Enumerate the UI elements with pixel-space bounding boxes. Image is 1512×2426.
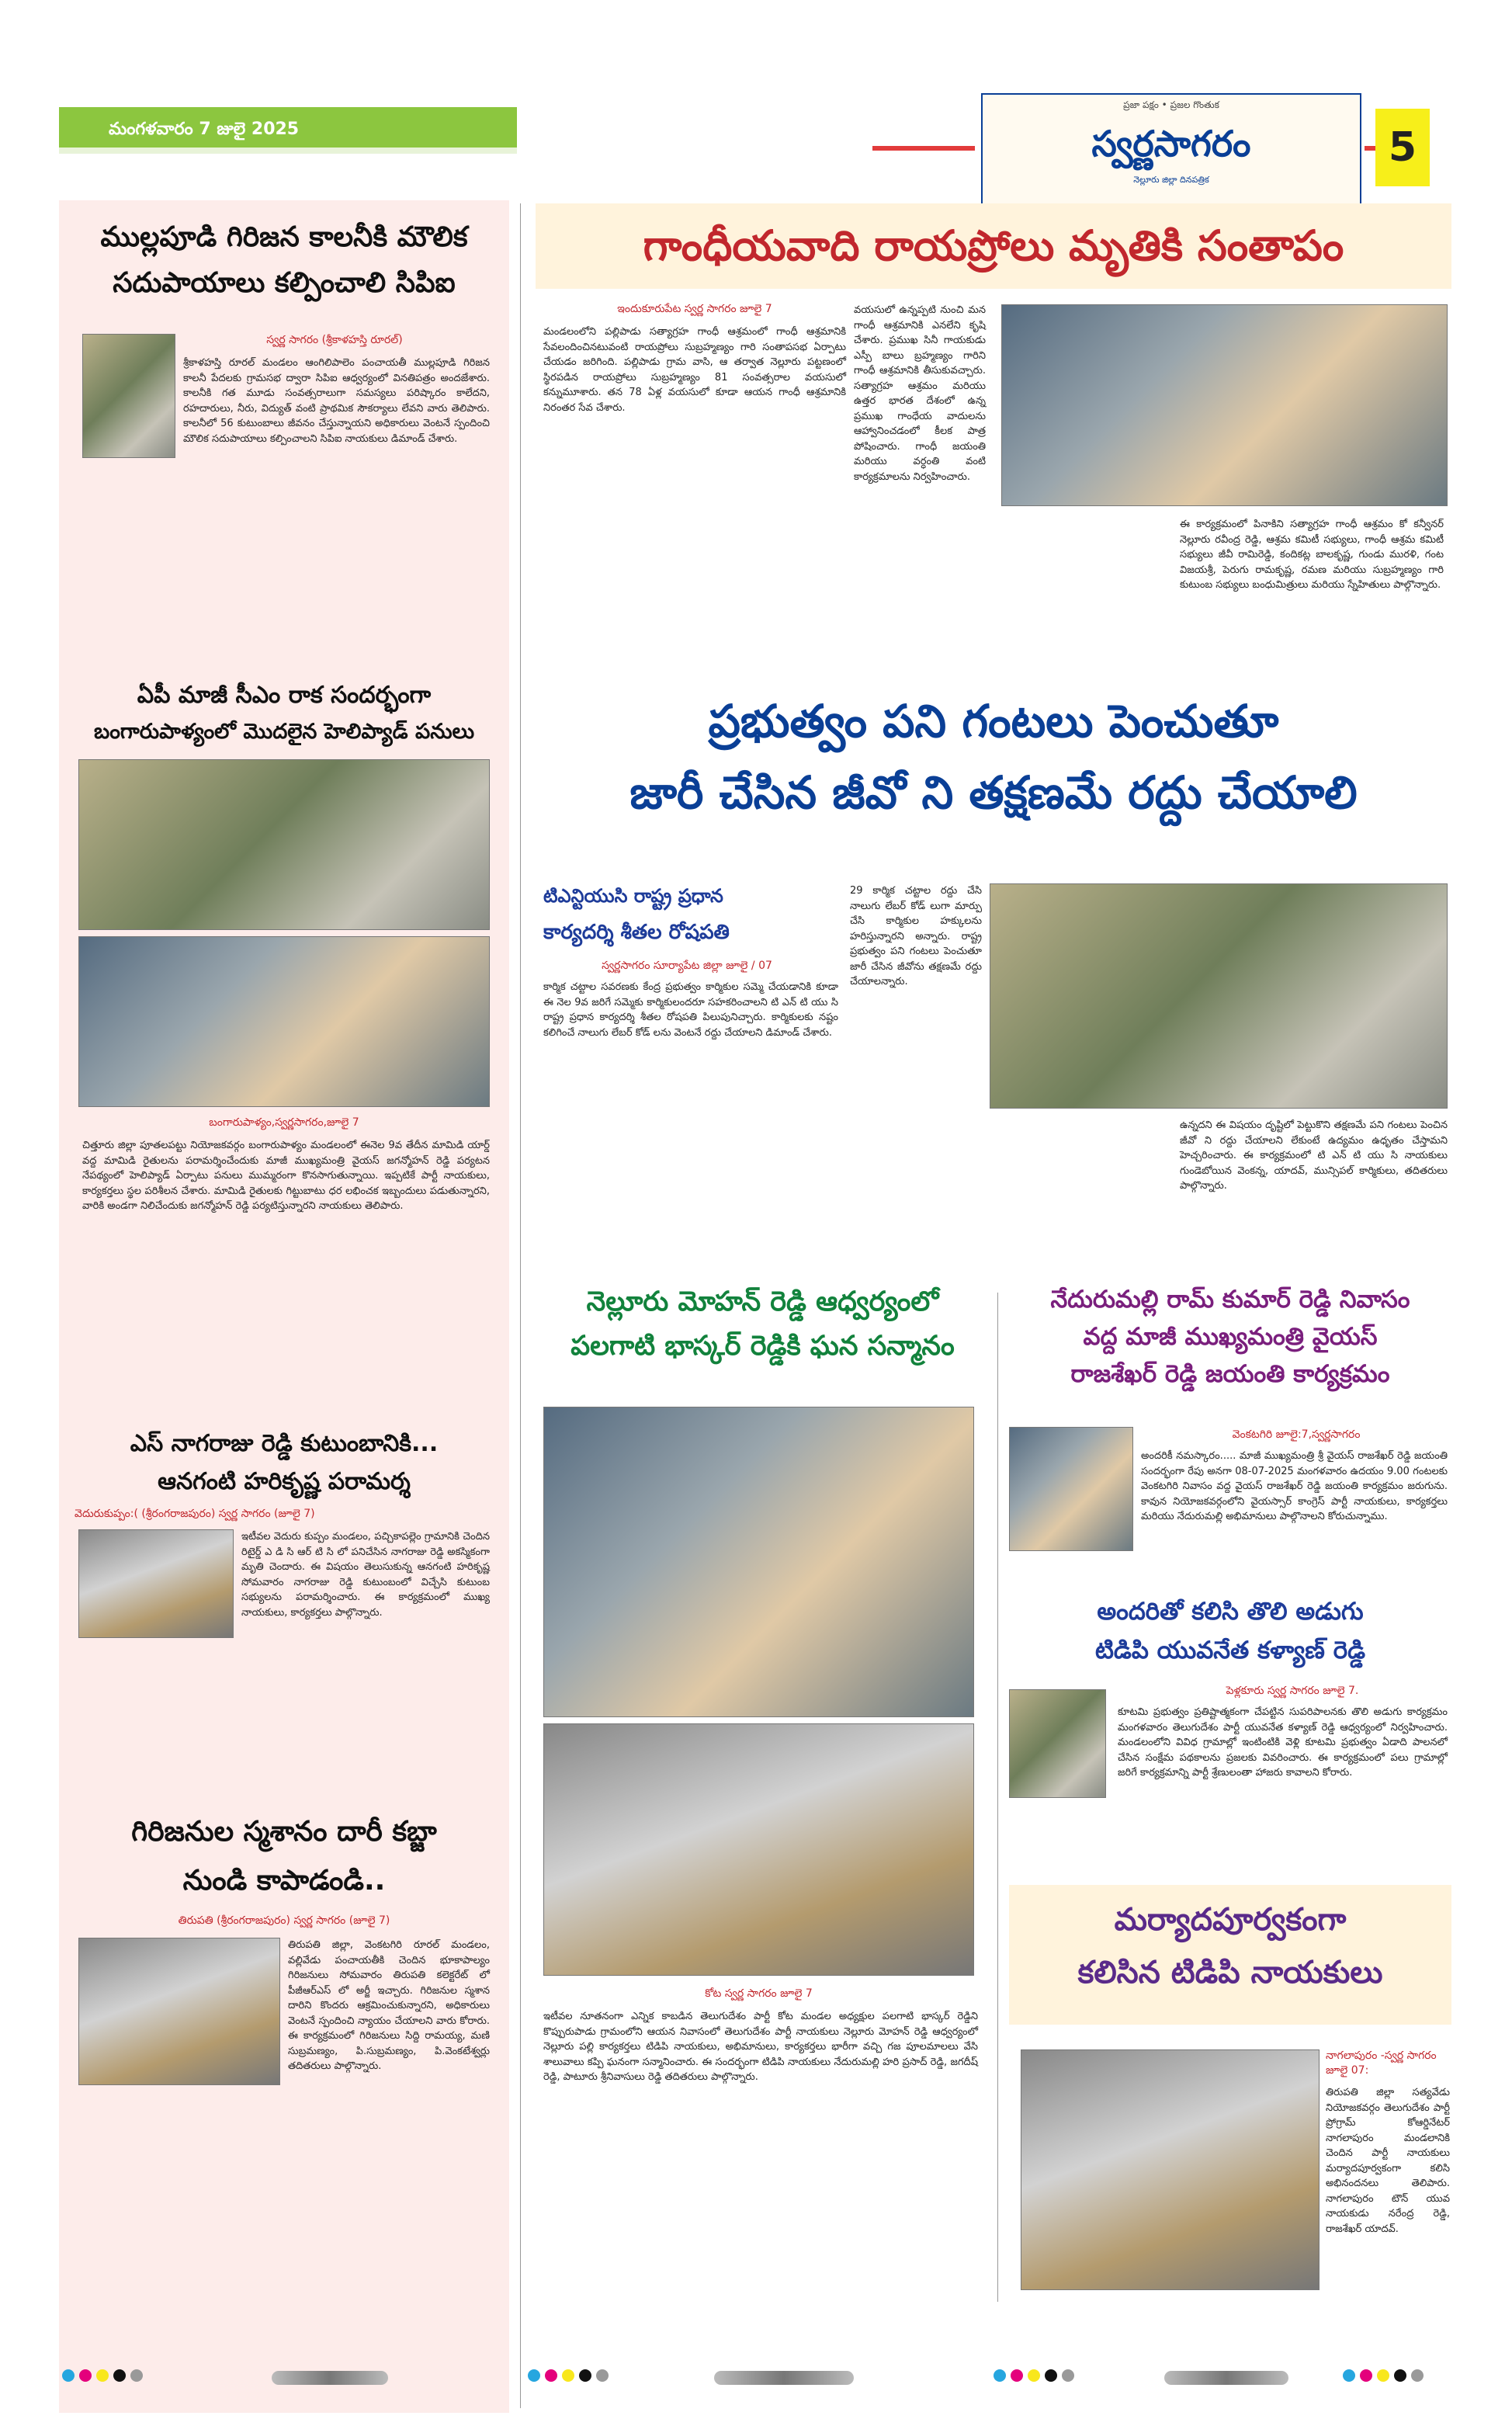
dot-grey [1062, 2369, 1074, 2382]
dot-cyan [528, 2369, 540, 2382]
headline-go-1: ప్రభుత్వం పని గంటలు పెంచుతూ [708, 695, 1279, 748]
photo-kalyan [1009, 1689, 1106, 1798]
body-go-3: ఉన్నదని ఈ విషయం దృష్టిలో పెట్టుకొని తక్షణమే పని గంటలు పెంచిన జీవో ని రద్దు చేయాలని లేకుంటే ఉద్యమం ఉధృతం చేస్తామని హెచ్చరించారు. ఈ కార్యక్రమంలో టి ఎన్ టి యు సి నాయకులు గుండెబోయిన వెంకన్న, యాదవ్, మున్సిపల్ కార్మికులు, తదితరులు పాల్గొన్నారు. [1180, 1119, 1448, 1192]
dot-magenta [79, 2369, 92, 2382]
dot-magenta [1011, 2369, 1023, 2382]
photo-mohan-garland [543, 1407, 974, 1717]
body-gandhi-1: మండలంలోని పల్లిపాడు సత్యాగ్రహ గాంధీ ఆశ్రమంలో గాంధీ ఆశ్రమానికి సేవలందించినటువంటి రాయప్రోలు సుబ్రహ్మణ్యం గారి సంతాపసభ ఏర్పాటు చేయడం జరిగింది. పల్లిపాడు గ్రామ వాసి, ఆ తర్వాత నెల్లూరు పట్టణంలో స్థిరపడిన రాయప్రోలు సుబ్రహ్మణ్యం 81 సంవత్సరాల వయసులో కన్నుమూశారు. తన 78 ఏళ్ల వయసులో కూడా ఆయన గాంధీ ఆశ్రమానికి నిరంతర సేవ చేశారు. [543, 326, 846, 414]
headline-go-banner [536, 683, 1451, 846]
byline-go: స్వర్ణసాగరం సూర్యాపేట జిల్లా జూలై / 07 [602, 960, 772, 972]
dot-grey [1411, 2369, 1424, 2382]
byline-kalyan: పెళ్లకూరు స్వర్ణ సాగరం జూలై 7. [1226, 1685, 1359, 1697]
subhead-go-2: కార్యదర్శి శీతల రోషపతి [543, 921, 730, 944]
body-gandhi-2: వయసులో ఉన్నప్పటి నుంచి మన గాంధీ ఆశ్రమానికి ఎనలేని కృషి చేశారు. ప్రముఖ సినీ గాయకుడు ఎస్పీ బాలు బ్రహ్మణ్యం గారిని గాంధీ ఆశ్రమానికి తీసుకువచ్చారు. సత్యాగ్రహ ఆశ్రమం మరియు ఉత్తర భారత దేశంలో ఉన్న ప్రముఖ గాంధేయ వాదులను ఆహ్వానించడంలో కీలక పాత్ర పోషించారు. గాంధీ జయంతి మరియు వర్ధంతి వంటి కార్యక్రమాలను నిర్వహించారు. [854, 304, 986, 483]
headline-tdp-2: కలిసిన టిడిపి నాయకులు [1077, 1955, 1383, 1990]
article-kalyan [1009, 1593, 1451, 1686]
photo-helipad-leaders [78, 936, 490, 1107]
headline-nagaraju-2: ఆనగంటి హరికృష్ణ పరామర్శ [158, 1467, 411, 1495]
body-nagaraju: ఇటీవల వెదురు కుప్పం మండలం, పచ్చికాపల్లెం గ్రామానికి చెందిన రిటైర్డ్ ఎ డి సి ఆర్ టి సి లో పనిచేసిన నాగరాజు రెడ్డి అకస్మికంగా మృతి చెందారు. ఈ విషయం తెలుసుకున్న ఆనగంటి హరికృష్ణ సోమవారం నాగరాజు రెడ్డి కుటుంబంలో విచ్చేసి కుటుంబ సభ్యులను పరామర్శించారు. ఈ కార్యక్రమంలో ముఖ్య నాయకులు, కార్యకర్తలు పాల్గొన్నారు. [241, 1531, 490, 1619]
byline-gandhi: ఇందుకూరుపేట స్వర్ణ సాగరం జూలై 7 [617, 303, 772, 315]
registration-dots-right [994, 2369, 1133, 2385]
subhead-go-1: టిఎన్టియుసి రాష్ట్ర ప్రధాన [543, 885, 723, 907]
byline-helipad: బంగారుపాళ్యం,స్వర్ణసాగరం,జూలై 7 [209, 1116, 359, 1129]
byline-nagaraju: వెదురుకుప్పం:( (శ్రీరంగరాజపురం) స్వర్ణ సాగరం (జూలై 7) [75, 1508, 315, 1520]
masthead-title: స్వర్ణసాగరం [1091, 123, 1251, 165]
byline-ysr: వెంకటగిరి జూలై:7,స్వర్ణసాగరం [1232, 1428, 1361, 1441]
headline-girijana-1: గిరిజనుల స్మశానం దారీ కబ్జా [131, 1816, 437, 1848]
byline-mohan: కోట స్వర్ణ సాగరం జూలై 7 [705, 1987, 813, 2000]
article-tdp [1009, 1885, 1451, 2025]
headline-gandhi-banner [536, 203, 1451, 289]
masthead-tagline-top: ప్రజా పక్షం • ప్రజల గొంతుక [1123, 99, 1219, 110]
article-helipad [59, 672, 509, 1418]
registration-bar-3 [1164, 2371, 1288, 2385]
article-girijana [59, 1809, 509, 2407]
dot-black [1394, 2369, 1406, 2382]
headline-ysr-1: నేదురుమల్లి రామ్ కుమార్ రెడ్డి నివాసం [1050, 1286, 1410, 1314]
photo-tdp [1021, 2049, 1320, 2290]
article-nagaraju [59, 1421, 509, 1840]
body-mullapudi: శ్రీకాళహస్తి రూరల్ మండలం ఆంగిలిపాలెం పంచాయతీ ముల్లపూడి గిరిజన కాలనీ పేదలకు గ్రామసభ ద్వారా సిపిఐ ఆధ్వర్యంలో వినతిపత్రం అందజేశారు. కాలనీకి గత మూడు సంవత్సరాలుగా సమస్యలు పరిష్కారం కాలేదని, రహదారులు, నీరు, విద్యుత్ వంటి ప్రాథమిక సౌకర్యాలు లేవని వారు తెలిపారు. కాలనీలో 56 కుటుంబాలు జీవనం చేస్తున్నాయని అధికారులు వెంటనే స్పందించి మౌలిక సదుపాయాలు కల్పించాలని సిపిఐ నాయకులు డిమాండ్ చేశారు. [183, 357, 490, 445]
dot-magenta [1360, 2369, 1372, 2382]
body-ysr: అందరికీ నమస్కారం..... మాజీ ముఖ్యమంత్రి శ్రీ వైయస్ రాజశేఖర్ రెడ్డి జయంతి సందర్భంగా రేపు అనగా 08-07-2025 మంగళవారం ఉదయం 9.00 గంటలకు వెంకటగిరి నివాసం వద్ద వైయస్ రాజశేఖర్ రెడ్డి జయంతి కార్యక్రమం జరుగును. కావున నియోజకవర్గంలోని వైయస్సార్ కాంగ్రెస్ పార్టీ నాయకులు, కార్యకర్తలు మరియు నేదురుమల్లి అభిమానులు పాల్గొనాలని కోరుచున్నాము. [1141, 1450, 1448, 1522]
dot-cyan [62, 2369, 75, 2382]
headline-mohan-1: నెల్లూరు మోహన్ రెడ్డి ఆధ్వర్యంలో [586, 1286, 939, 1317]
headline-girijana-2: నుండి కాపాడండి.. [182, 1864, 386, 1897]
body-gandhi-3: ఈ కార్యక్రమంలో పినాకిని సత్యాగ్రహ గాంధీ ఆశ్రమం కో కన్వీనర్ నెల్లూరు రవీంద్ర రెడ్డి, ఆశ్రమ కమిటీ సభ్యులు, గాంధీ ఆశ్రమ కమిటీ సభ్యులు జీవీ రామిరెడ్డి, కందికట్ల బాలకృష్ణ, గుండు మురళి, గంట విజయశ్రీ, పెరుగు రామకృష్ణ, రమణ మరియు సుబ్రహ్మణ్యం గారి కుటుంబ సభ్యులు బంధుమిత్రులు మరియు స్నేహితులు పాల్గొన్నారు. [1180, 519, 1444, 591]
body-go-1: కార్మిక చట్టాల సవరణకు కేంద్ర ప్రభుత్వం కార్మికుల సమ్మె చేయడానికి కూడా ఈ నెల 9వ జరిగే సమ్మెకు కార్మికులందరూ సహకరించాలని టి ఎన్ టి యు సి రాష్ట్ర ప్రధాన కార్యదర్శి శీతల రోషపతి పిలుపునిచ్చారు. కార్మికులకు నష్టం కలిగించే నాలుగు లేబర్ కోడ్ లను వెంటనే రద్దు చేయాలని డిమాండ్ చేశారు. [543, 981, 838, 1039]
body-mohan: ఇటీవల నూతనంగా ఎన్నిక కాబడిన తెలుగుదేశం పార్టీ కోట మండల అధ్యక్షుల పలగాటి భాస్కర్ రెడ్డిని కొప్పురుపాడు గ్రామంలోని ఆయన నివాసంలో తెలుగుదేశం పార్టీ నాయకులు నెల్లూరు మోహన్ రెడ్డి ఆధ్వర్యంలో నెల్లూరు పల్లి కార్యకర్తలు టిడిపి నాయకులు, అభిమానులు, కార్యకర్తలు భారీగా వచ్చి గజ పూలమాలలు వేసి శాలువాలు కప్పి ఘనంగా సన్మానించారు. ఈ సందర్భంగా టిడిపి నాయకులు నేదురుమల్లి హరి ప్రసాద్ రెడ్డి, జగదీష్ రెడ్డి, పాటూరు శ్రీనివాసులు రెడ్డి తదితరులు పాల్గొన్నారు. [543, 2011, 978, 2083]
dot-black [1045, 2369, 1057, 2382]
headline-kalyan-2: టిడిపి యువనేత కళ్యాణ్ రెడ్డి [1094, 1636, 1366, 1664]
body-kalyan: కూటమి ప్రభుత్వం ప్రతిష్టాత్మకంగా చేపట్టిన సుపరిపాలనకు తొలి అడుగు కార్యక్రమం మంగళవారం తెలుగుదేశం పార్టీ యువనేత కళ్యాణ్ రెడ్డి ఆధ్వర్యంలో నిర్వహించారు. మండలంలోని వివిధ గ్రామాల్లో ఇంటింటికి వెళ్లి కూటమి ప్రభుత్వం ఏడాది పాలనలో చేసిన సంక్షేమ పథకాలను ప్రజలకు వివరించారు. ఈ కార్యక్రమంలో పలు గ్రామాల్లో జరిగే కార్యక్రమాన్ని పార్టీ శ్రేణులంతా హాజరు కావాలని కోరారు. [1118, 1706, 1448, 1779]
photo-helipad-site [78, 759, 490, 930]
article-ysr [1009, 1281, 1451, 1413]
body-tdp: తిరుపతి జిల్లా సత్యవేడు నియోజకవర్గం తెలుగుదేశం పార్టీ ప్రోగ్రామ్ కోఆర్డినేటర్ నాగలాపురం మండలానికి చెందిన పార్టీ నాయకులు మర్యాదపూర్వకంగా కలిసి అభినందనలు తెలిపారు. నాగలాపురం టౌన్ యువ నాయకుడు నరేంద్ర రెడ్డి, రాజశేఖర్ యాదవ్. [1326, 2087, 1450, 2235]
dot-yellow [1377, 2369, 1389, 2382]
headline-helipad-2: బంగారుపాళ్యంలో మొదలైన హెలిప్యాడ్ పనులు [93, 719, 475, 744]
photo-mohan-group [543, 1723, 974, 1976]
headline-ysr-3: రాజశేఖర్ రెడ్డి జయంతి కార్యక్రమం [1070, 1359, 1390, 1388]
photo-ysr [1009, 1427, 1133, 1551]
body-girijana: తిరుపతి జిల్లా, వెంకటగిరి రూరల్ మండలం, వల్లివేడు పంచాయతీకి చెందిన భూకాపాల్యం గిరిజనులు సోమవారం తిరుపతి కలెక్టరేట్ లో పీజీఆర్ఎస్ లో అర్జీ ఇచ్చారు. గిరిజనుల స్మశాన దారిని కొందరు ఆక్రమించుకున్నారని, అధికారులు వెంటనే స్పందించి న్యాయం చేయాలని వారు కోరారు. ఈ కార్యక్రమంలో గిరిజనులు సిద్ది రామయ్య, మణి సుబ్రమణ్యం, పి.సుబ్రమణ్యం, పి.వెంకటేశ్వర్లు తదితరులు పాల్గొన్నారు. [288, 1939, 490, 2072]
photo-mullapudi [82, 334, 175, 458]
photo-gandhi [1001, 304, 1448, 506]
masthead-tagline-bottom: నెల్లూరు జిల్లా దినపత్రిక [1133, 175, 1209, 185]
dot-grey [130, 2369, 143, 2382]
issue-date: మంగళవారం 7 జులై 2025 [109, 120, 300, 139]
masthead [981, 93, 1361, 210]
article-mullapudi [59, 203, 509, 669]
article-mohan [536, 1281, 990, 1382]
body-helipad: చిత్తూరు జిల్లా పూతలపట్టు నియోజకవర్గం బంగారుపాళ్యం మండలంలో ఈనెల 9వ తేదీన మామిడి యార్డ్ వద్ద మామిడి రైతులను పరామర్శించేందుకు మాజీ ముఖ్యమంత్రి వైయస్ జగన్మోహన్ రెడ్డి పర్యటన నేపథ్యంలో హెలిప్యాడ్ ఏర్పాటు పనులు ముమ్మరంగా కొనసాగుతున్నాయి. ఇప్పటికే పార్టీ నాయకులు, కార్యకర్తలు స్థల పరిశీలన చేశారు. మామిడి రైతులకు గిట్టుబాటు ధర లభించక ఇబ్బందులు పడుతున్నారని, వారికి అండగా నిలిచేందుకు జగన్మోహన్ రెడ్డి పర్యటిస్తున్నారని నాయకులు తెలిపారు. [82, 1140, 490, 1212]
header-rule-right [1365, 146, 1375, 151]
dot-yellow [96, 2369, 109, 2382]
body-go-2: 29 కార్మిక చట్టాల రద్దు చేసి నాలుగు లేబర్ కోడ్ లుగా మార్పు చేసి కార్మికుల హక్కులను హరిస్తున్నారని అన్నారు. రాష్ట్ర ప్రభుత్వం పని గంటలు పెంచుతూ జారీ చేసిన జీవోను తక్షణమే రద్దు చేయాలన్నారు. [850, 885, 982, 987]
headline-mullapudi-1: ముల్లపూడి గిరిజన కాలనీకి మౌలిక [100, 221, 468, 253]
headline-helipad-1: ఏపీ మాజీ సీఎం రాక సందర్భంగా [137, 682, 432, 709]
byline-mullapudi: స్వర్ణ సాగరం (శ్రీకాళహస్తి రూరల్) [266, 334, 403, 346]
page-number: 5 [1375, 109, 1430, 186]
headline-tdp-1: మర్యాదపూర్వకంగా [1114, 1902, 1347, 1938]
photo-tntuc [990, 883, 1448, 1109]
headline-ysr-2: వద్ద మాజీ ముఖ్యమంత్రి వైయస్ [1083, 1322, 1378, 1351]
byline-tdp: నాగలాపురం -స్వర్ణ సాగరం జూలై 07: [1326, 2049, 1437, 2077]
registration-bar-2 [714, 2371, 854, 2385]
dot-cyan [994, 2369, 1006, 2382]
registration-bar-1 [272, 2371, 388, 2385]
headline-go-2: జారీ చేసిన జీవో ని తక్షణమే రద్దు చేయాలి [629, 766, 1358, 820]
dot-black [113, 2369, 126, 2382]
header-date-band [59, 107, 517, 154]
dot-magenta [545, 2369, 557, 2382]
headline-nagaraju-1: ఎస్ నాగరాజు రెడ్డి కుటుంబానికి... [130, 1430, 439, 1457]
registration-dots-far-right [1343, 2369, 1483, 2385]
byline-girijana: తిరుపతి (శ్రీరంగరాజపురం) స్వర్ణ సాగరం (జూలై 7) [178, 1914, 390, 1927]
registration-dots-mid [528, 2369, 668, 2385]
header-rule-left [872, 146, 975, 151]
headline-mullapudi-2: సదుపాయాలు కల్పించాలి సిపిఐ [113, 266, 456, 299]
headline-mohan-2: పలగాటి భాస్కర్ రెడ్డికి ఘన సన్మానం [570, 1331, 955, 1362]
photo-nagaraju [78, 1529, 234, 1638]
dot-yellow [1028, 2369, 1040, 2382]
dot-black [579, 2369, 591, 2382]
registration-dots-left [62, 2369, 202, 2385]
dot-cyan [1343, 2369, 1355, 2382]
dot-yellow [562, 2369, 574, 2382]
headline-gandhi: గాంధీయవాది రాయప్రోలు మృతికి సంతాపం [643, 221, 1344, 270]
photo-girijana [78, 1938, 280, 2085]
dot-grey [596, 2369, 609, 2382]
headline-kalyan-1: అందరితో కలిసి తొలి అడుగు [1097, 1598, 1364, 1626]
column-rule-2 [997, 1293, 998, 2302]
column-rule-1 [520, 203, 521, 2408]
